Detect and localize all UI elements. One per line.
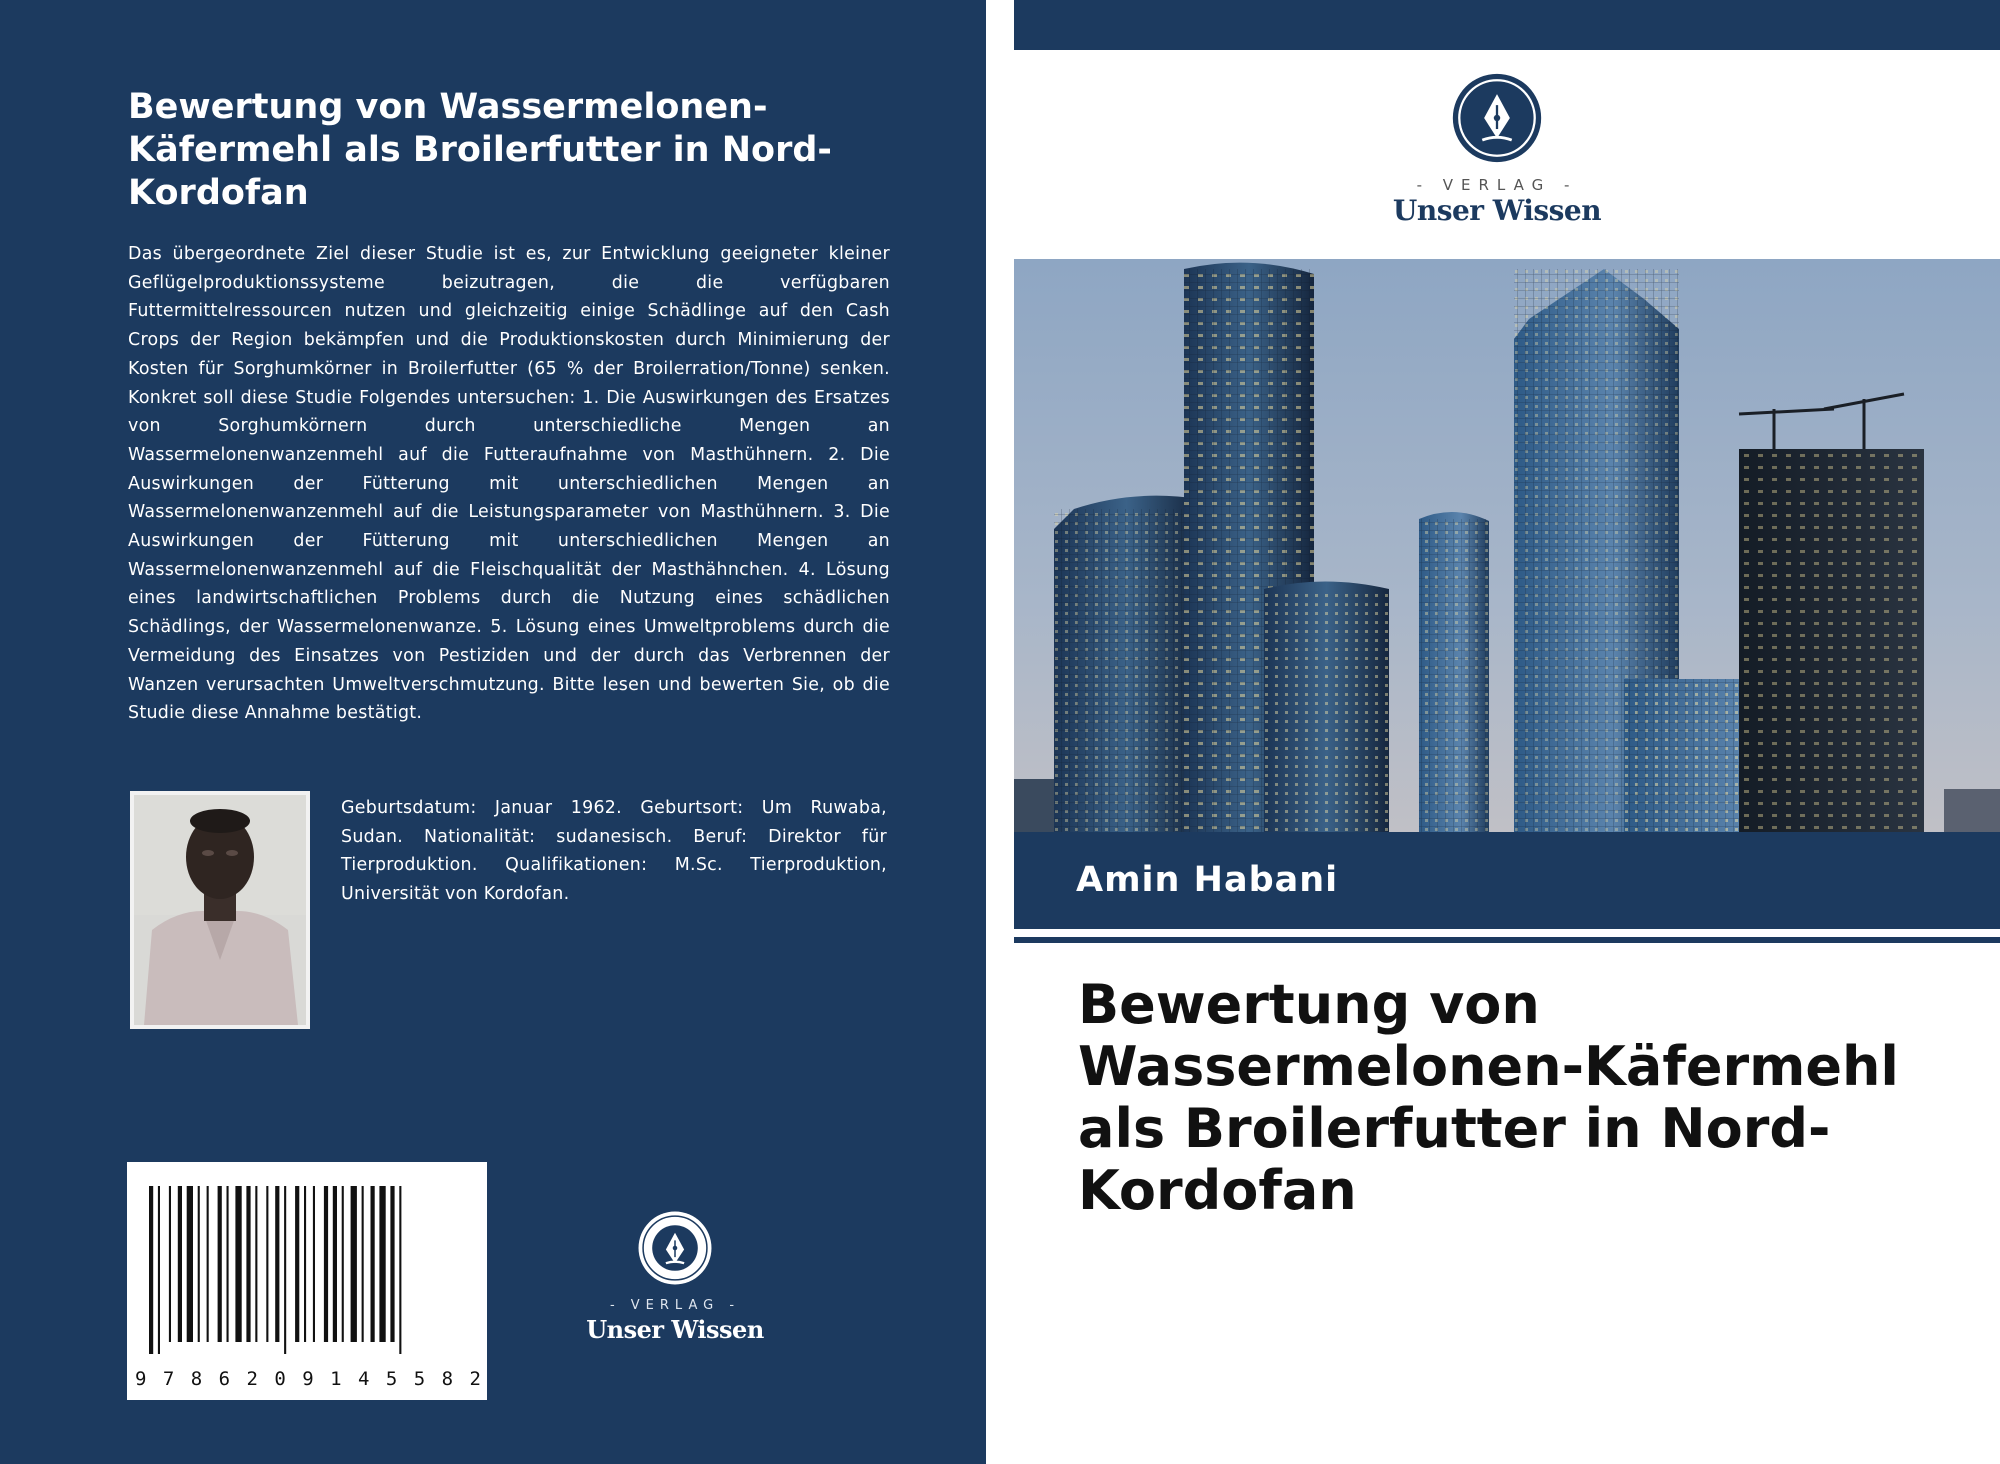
isbn-digit: 5 xyxy=(385,1368,398,1390)
barcode-bar xyxy=(235,1186,241,1342)
barcode-bar xyxy=(266,1186,268,1342)
barcode-bar xyxy=(169,1186,171,1342)
front-logo-brand: Unser Wissen xyxy=(1392,194,1602,227)
isbn-digit: 1 xyxy=(330,1368,342,1390)
barcode-bar xyxy=(390,1186,394,1342)
back-cover xyxy=(0,0,986,1464)
barcode-bar xyxy=(187,1186,193,1342)
barcode-bar xyxy=(324,1186,328,1342)
front-top-band xyxy=(1014,0,2000,50)
divider-rule xyxy=(1014,937,2000,943)
isbn-digit: 2 xyxy=(469,1368,481,1390)
back-logo-verlag: - VERLAG - xyxy=(609,1298,741,1313)
front-logo-verlag: - VERLAG - xyxy=(1416,176,1578,194)
isbn-digit: 9 xyxy=(135,1368,147,1390)
author-name: Amin Habani xyxy=(1076,860,1339,900)
barcode-bar xyxy=(371,1186,375,1342)
author-bio: Geburtsdatum: Januar 1962. Geburtsort: Um Ruwaba, Sudan. Nationalität: sudanesisch. Beruf: Direktor für Tierproduktion. Qualifikationen: M.Sc. Tierproduktion, Universität von Kordofan. xyxy=(341,798,887,905)
back-publisher-logo xyxy=(580,1210,770,1344)
fountain-pen-nib-icon xyxy=(637,1210,713,1286)
author-band xyxy=(1014,832,2000,929)
barcode-bar xyxy=(178,1186,182,1342)
isbn-digit: 9 xyxy=(302,1368,314,1390)
isbn-digit: 8 xyxy=(441,1368,454,1390)
isbn-digit: 7 xyxy=(162,1368,175,1390)
barcode-bar xyxy=(379,1186,385,1342)
isbn-digit: 8 xyxy=(190,1368,203,1390)
barcode-bar xyxy=(399,1186,401,1354)
back-cover-blurb: Das übergeordnete Ziel dieser Studie ist es, zur Entwicklung geeigneter kleiner Geflügelproduktionssysteme beizutragen, die die verfügbaren Futtermittelressourcen nutzen und gleichzeitig einige Schädlinge auf den Cash Crops der Region bekämpfen und die Produktionskosten durch Minimierung der Kosten für Sorghumkörner in Broilerfutter (65 % der Broilerration/Tonne) senken. Konkret soll diese Studie Folgendes untersuchen: 1. Die Auswirkungen des Ersatzes von Sorghumkörnern durch unterschiedliche Mengen an Wassermelonenwanzenmehl auf die Futteraufnahme von Masthühnern. 2. Die Auswirkungen der Fütterung mit unterschiedlichen Mengen an Wassermelonenwanzenmehl auf die Leistungsparameter von Masthühnern. 3. Die Auswirkungen der Fütterung mit unterschiedlichen Mengen an Wassermelonenwanzenmehl auf die Fleischqualität der Masthähnchen. 4. Lösung eines landwirtschaftlichen Problems durch die Nutzung eines schädlichen Schädlings, der Wassermelonenwanze. 5. Lösung eines Umweltproblems durch die Vermeidung des Einsatzes von Pestiziden und der durch das Verbrennen der Wanzen verursachten Umweltverschmutzung. Bitte lesen und bewerten Sie, ob die Studie diese Annahme bestätigt. xyxy=(128,244,890,724)
isbn-digit: 4 xyxy=(358,1368,370,1390)
isbn-number xyxy=(135,1368,481,1390)
author-portrait xyxy=(130,791,310,1029)
barcode-bar xyxy=(227,1186,229,1342)
isbn-digit: 5 xyxy=(413,1368,426,1390)
barcode-bar xyxy=(284,1186,286,1354)
barcode-bar xyxy=(198,1186,200,1342)
barcode-bar xyxy=(333,1186,337,1342)
barcode-bar xyxy=(295,1186,299,1342)
barcode-bar xyxy=(158,1186,160,1354)
barcode-bar xyxy=(304,1186,306,1342)
fountain-pen-nib-icon xyxy=(1451,72,1543,164)
isbn-digit: 2 xyxy=(246,1368,258,1390)
barcode-bar xyxy=(246,1186,250,1342)
isbn-digit: 0 xyxy=(274,1368,286,1390)
isbn-barcode xyxy=(127,1162,487,1400)
barcode-bar xyxy=(207,1186,209,1342)
barcode-bar xyxy=(275,1186,279,1342)
back-cover-title: Bewertung von Wassermelonen-Käfermehl als Broilerfutter in Nord-Kordofan xyxy=(128,87,832,213)
barcode-bars xyxy=(127,1162,487,1362)
barcode-bar xyxy=(255,1186,257,1342)
barcode-bar xyxy=(362,1186,364,1342)
front-cover-title: Bewertung von Wassermelonen-Käfermehl als Broilerfutter in Nord-Kordofan xyxy=(1078,973,1899,1222)
barcode-bar xyxy=(218,1186,222,1342)
skyscrapers-photo xyxy=(1014,259,2000,832)
back-logo-brand: Unser Wissen xyxy=(586,1315,764,1344)
barcode-bar xyxy=(313,1186,315,1342)
barcode-bar xyxy=(351,1186,357,1342)
isbn-digit: 6 xyxy=(218,1368,231,1390)
barcode-bar xyxy=(342,1186,344,1342)
barcode-bar xyxy=(149,1186,153,1354)
front-publisher-logo xyxy=(1380,72,1614,227)
